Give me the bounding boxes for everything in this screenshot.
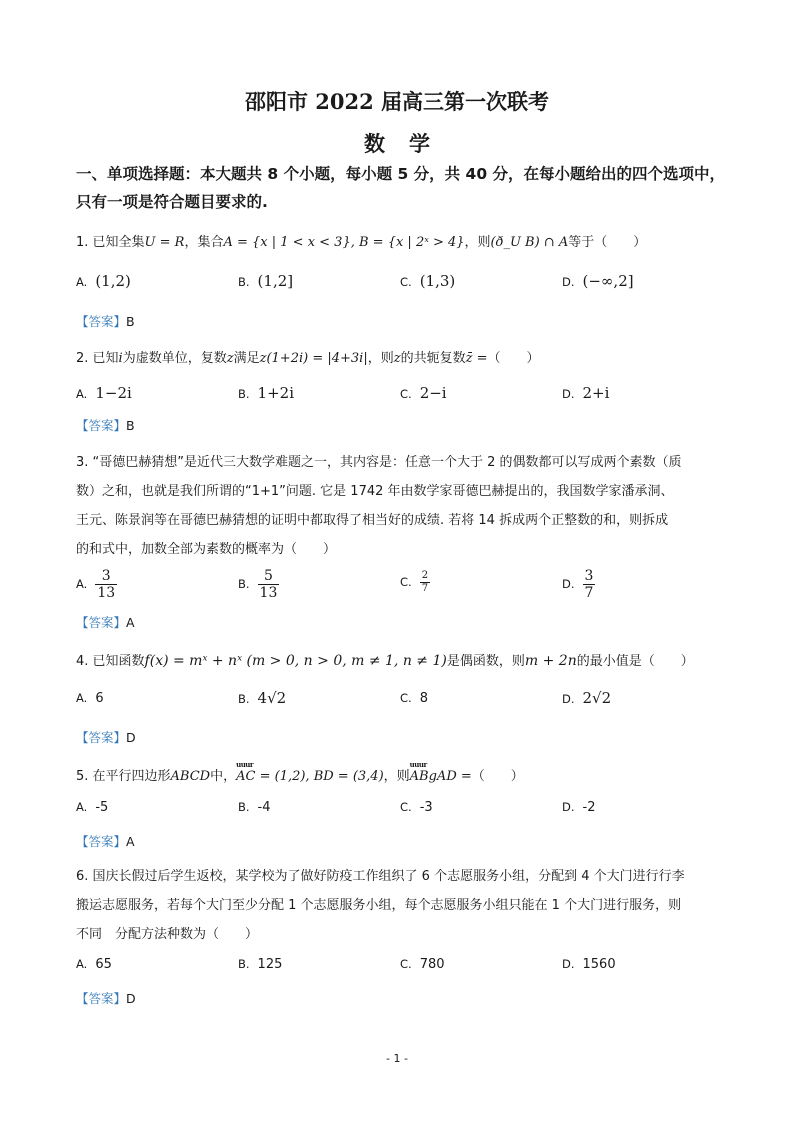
question-5-answer: 【答案】A — [76, 834, 135, 849]
math-equation: z(1+2i) = |4+3i| — [259, 351, 368, 366]
question-2-option-c: C. 2−i — [400, 384, 447, 402]
subject-title: 数学 — [364, 131, 454, 156]
math-dot-product: uuur ABgAD = — [410, 769, 472, 784]
question-1-option-a: A. (1,2) — [76, 272, 131, 290]
question-1-option-c: C. (1,3) — [400, 272, 456, 290]
page-number: - 1 - — [386, 1052, 408, 1065]
question-4-answer: 【答案】D — [76, 730, 136, 745]
question-6-line-2: 搬运志愿服务，若每个大门至少分配 1 个志愿服务小组，每个志愿服务小组只能在 1 个大门进行服务，则 — [76, 898, 682, 913]
fraction: $\frac{2}{7}$ — [421, 570, 429, 594]
question-3-option-d: D. $\frac{3}{7}$ — [562, 568, 594, 601]
question-4-option-c: C. 8 — [400, 691, 428, 706]
question-4-option-a: A. 6 — [76, 691, 104, 706]
question-3-option-b: B. $\frac{5}{13}$ — [238, 568, 278, 601]
math-universal-set: U = R — [144, 235, 185, 250]
fraction: $\frac{5}{13}$ — [259, 568, 278, 601]
question-4-stem: 4. 已知函数f(x) = mˣ + nˣ (m > 0, n > 0, m ≠ 1, n ≠ 1)是偶函数，则m + 2n的最小值是（ ） — [76, 653, 694, 669]
question-5-stem: 5. 在平行四边形ABCD中，uuur AC = (1,2), BD = (3,4)，则uuur ABgAD =（ ） — [76, 765, 524, 784]
question-4-option-d: D. 2√2 — [562, 689, 612, 707]
question-2-option-a: A. 1−2i — [76, 384, 132, 402]
question-6-option-a: A. 65 — [76, 957, 112, 972]
question-1-option-d: D. (−∞,2] — [562, 272, 634, 290]
math-sets: A = {x | 1 < x < 3}, B = {x | 2ˣ > 4} — [223, 235, 465, 250]
fraction: $\frac{3}{7}$ — [584, 568, 594, 601]
question-6-option-b: B. 125 — [238, 957, 283, 972]
math-expression: (ð_U B) ∩ A — [490, 235, 569, 250]
question-3-line-4: 的和式中，加数全部为素数的概率为（ ） — [76, 542, 337, 557]
question-2-answer: 【答案】B — [76, 418, 135, 433]
question-3-line-2: 数）之和，也就是我们所谓的“1+1”问题. 它是 1742 年由数学家哥德巴赫提出的，我国数学家潘承洞、 — [76, 484, 674, 499]
question-1-option-b: B. (1,2] — [238, 272, 294, 290]
question-5-option-d: D. -2 — [562, 800, 596, 815]
question-3-option-c: C. $\frac{2}{7}$ — [400, 570, 429, 594]
question-3-line-3: 王元、陈景润等在哥德巴赫猜想的证明中都取得了相当好的成绩. 若将 14 拆成两个正整数的和，则拆成 — [76, 513, 669, 528]
question-6-line-1: 6. 国庆长假过后学生返校，某学校为了做好防疫工作组织了 6 个志愿服务小组，分配到 4 个大门进行行李 — [76, 869, 685, 884]
fraction: $\frac{3}{13}$ — [97, 568, 116, 601]
question-3-option-a: A. $\frac{3}{13}$ — [76, 568, 116, 601]
math-vectors: uuur AC = (1,2), BD = (3,4) — [236, 769, 384, 784]
question-5-option-b: B. -4 — [238, 800, 271, 815]
exam-title: 邵阳市 2022 届高三第一次联考 — [244, 89, 550, 114]
question-2-option-d: D. 2+i — [562, 384, 610, 402]
question-4-option-b: B. 4√2 — [238, 689, 287, 707]
question-1-stem: 1. 已知全集U = R，集合A = {x | 1 < x < 3}, B = {x | 2ˣ > 4}，则(ð_U B) ∩ A等于（ ） — [76, 235, 647, 250]
question-6-option-d: D. 1560 — [562, 957, 616, 972]
math-function: f(x) = mˣ + nˣ (m > 0, n > 0, m ≠ 1, n ≠ 1) — [144, 653, 447, 669]
question-3-answer: 【答案】A — [76, 615, 135, 630]
question-3-line-1: 3. “哥德巴赫猜想”是近代三大数学难题之一，其内容是：任意一个大于 2 的偶数都可以写成两个素数（质 — [76, 455, 682, 470]
question-6-option-c: C. 780 — [400, 957, 445, 972]
question-2-stem: 2. 已知i为虚数单位，复数z满足z(1+2i) = |4+3i|，则z的共轭复数z̄ =（ ） — [76, 351, 540, 366]
question-1-answer: 【答案】B — [76, 314, 135, 329]
question-5-option-a: A. -5 — [76, 800, 109, 815]
question-5-option-c: C. -3 — [400, 800, 433, 815]
question-6-answer: 【答案】D — [76, 991, 136, 1006]
question-2-option-b: B. 1+2i — [238, 384, 294, 402]
section-heading: 一、单项选择题：本大题共 8 个小题，每小题 5 分，共 40 分，在每小题给出的四个选项中，只有一项是符合题目要求的. — [76, 165, 726, 211]
question-6-line-3: 不同 分配方法种数为（ ） — [76, 927, 259, 942]
